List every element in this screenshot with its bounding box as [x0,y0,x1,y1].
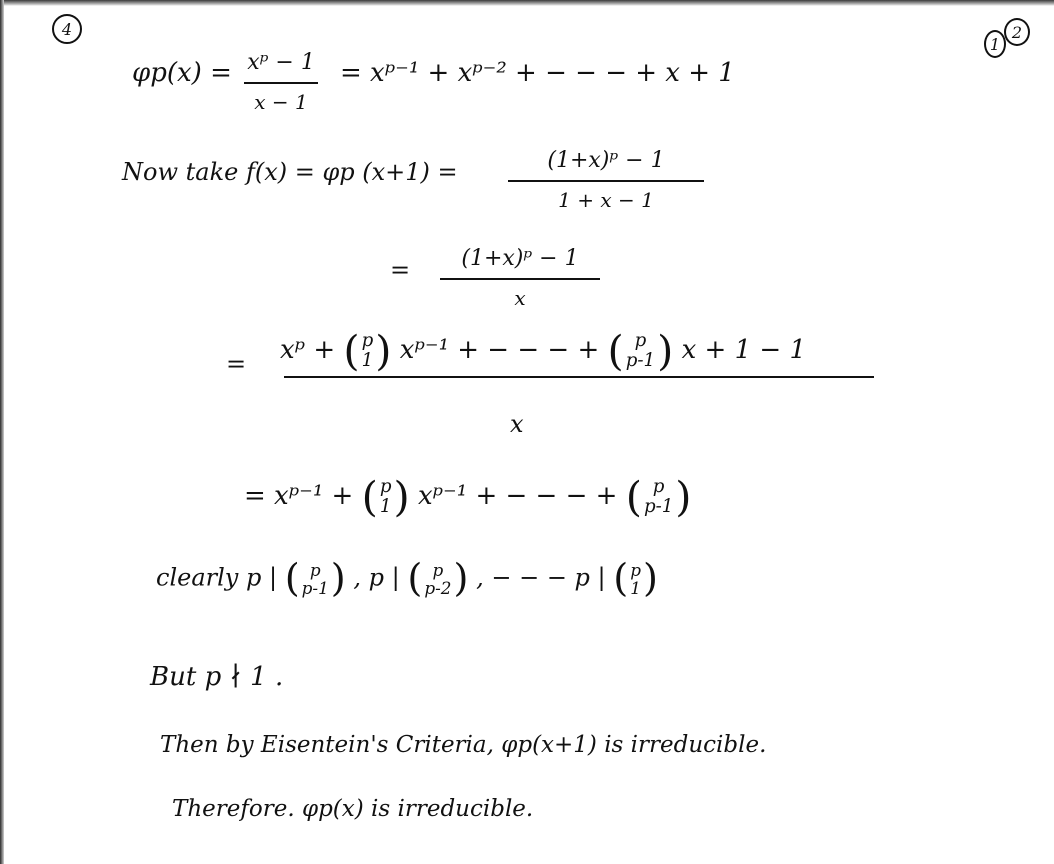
line4-fraction-bar [284,376,874,378]
line3-equals: = [390,256,411,284]
line1-numerator: xᵖ − 1 [247,50,315,75]
line5-binom-2-bottom: p-1 [643,495,674,517]
line5-expression [244,472,692,521]
mark-a: 1 [989,34,1001,54]
line3-fraction-bar [440,278,600,280]
line6-dots: , − − − p | [476,563,606,592]
line6-lead: clearly p | [156,563,278,592]
line3-fraction [440,248,600,308]
line4-numerator [280,326,806,375]
line4-binom-1-top: p [361,329,374,351]
line1-lhs: φp(x) = [132,58,232,88]
line4-binom-1: ( p 1 ) [343,326,392,375]
line4-binom-1-bottom: 1 [361,349,374,371]
line6-binom-1-top: p [309,559,321,580]
line5-term-b: xᵖ⁻¹ + − − − + [417,480,618,511]
line4-term-c: x + 1 − 1 [681,334,806,365]
line1-denominator: x − 1 [254,90,308,114]
line2-text: Now take f(x) = φp (x+1) = [122,158,458,186]
scan-edge-left [0,0,4,864]
line4-binom-2-bottom: p-1 [625,349,656,371]
line1-fraction [244,52,318,112]
line6-binom-1-bottom: p-1 [301,578,329,599]
line3-numerator: (1+x)ᵖ − 1 [461,246,579,271]
mark-circle-b [1004,18,1030,46]
line6-binom-2: ( p p-2 ) [407,556,469,601]
mark-circle-a [984,30,1006,58]
line6-expression [156,556,658,601]
line6-binom-3-top: p [630,559,642,580]
line8-text: Then by Eisentein's Criteria, φp(x+1) is irreducible. [160,732,767,758]
line5-binom-1: ( p 1 ) [361,472,410,521]
line6-binom-1: ( p p-1 ) [284,556,346,601]
line6-mid: , p | [353,563,400,592]
mark-b: 2 [1011,22,1023,42]
line4-term-a: xᵖ + [280,334,336,365]
line1-rhs: = xᵖ⁻¹ + xᵖ⁻² + − − − + x + 1 [340,58,735,88]
line5-binom-2: ( p p-1 ) [625,472,692,521]
scan-edge-top [0,0,1054,6]
line1-fraction-bar [244,82,318,84]
line4-binom-2: ( p p-1 ) [607,326,674,375]
line6-binom-2-top: p [432,559,444,580]
line6-binom-2-bottom: p-2 [424,578,452,599]
line2-fraction [508,150,704,210]
line2-denominator: 1 + x − 1 [558,188,654,212]
line4-term-b: xᵖ⁻¹ + − − − + [399,334,600,365]
line7-text: But p ∤ 1 . [150,662,284,692]
line5-term-a: = xᵖ⁻¹ + [244,480,354,511]
line6-binom-3: ( p 1 ) [613,556,658,601]
line5-binom-1-top: p [379,475,392,497]
line4-equals: = [226,350,247,378]
line9-text: Therefore. φp(x) is irreducible. [172,796,534,822]
line5-binom-1-bottom: 1 [379,495,392,517]
line6-binom-3-bottom: 1 [630,578,641,599]
question-number: 4 [61,19,73,39]
line4-binom-2-top: p [634,329,647,351]
line3-denominator: x [514,286,526,310]
line2-numerator: (1+x)ᵖ − 1 [547,148,665,173]
line5-binom-2-top: p [652,475,665,497]
question-number-circle [52,14,82,44]
line4-denominator: x [510,410,524,438]
line2-fraction-bar [508,180,704,182]
